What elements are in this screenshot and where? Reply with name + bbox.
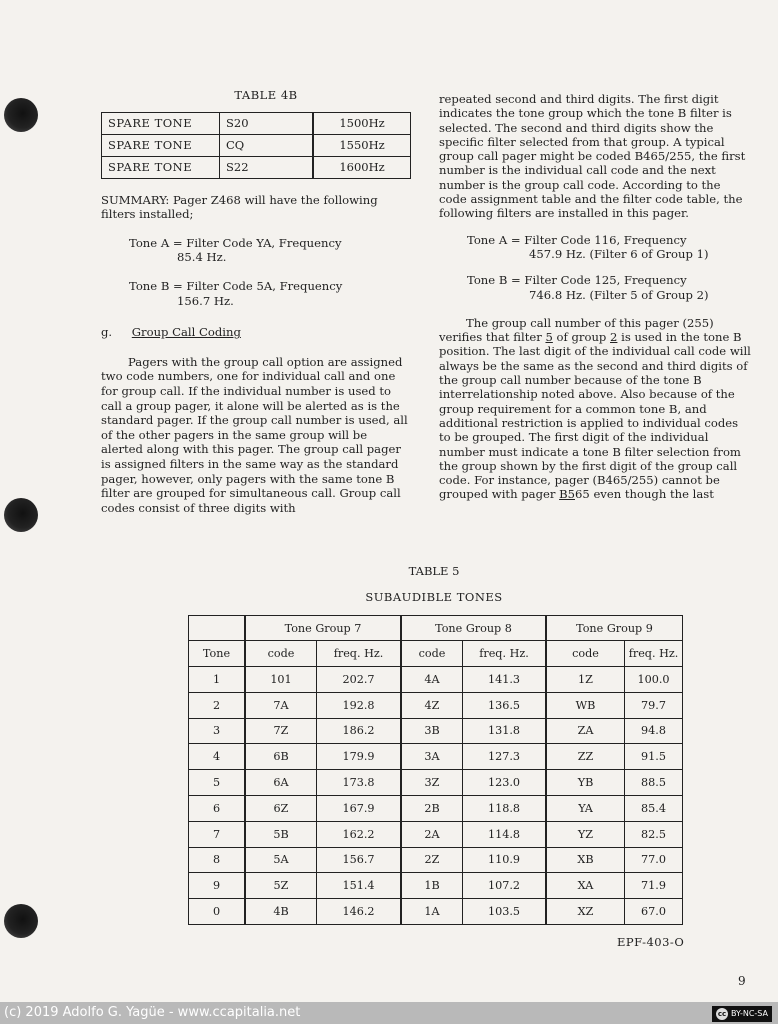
tone-cell: 1: [189, 667, 246, 693]
right-tone-a-line1: Tone A = Filter Code 116, Frequency: [467, 232, 687, 247]
g8-code-cell: 3Z: [401, 770, 463, 796]
g8-code-cell: 4Z: [401, 692, 463, 718]
tone-label-cell: SPARE TONE: [102, 134, 220, 156]
left-column: [101, 88, 411, 515]
left-tone-b: [129, 279, 411, 308]
g8-code-cell: 2B: [401, 795, 463, 821]
g8-code-cell: 1A: [401, 899, 463, 925]
g9-freq-cell: 82.5: [625, 821, 683, 847]
g8-freq-cell: 118.8: [463, 795, 547, 821]
g9-freq-cell: 88.5: [625, 770, 683, 796]
g9-code-cell: 1Z: [546, 667, 625, 693]
filter-code-cell: S22: [220, 156, 314, 178]
table-5-row: [189, 744, 683, 770]
g7-code-cell: 6A: [245, 770, 317, 796]
summary-text: SUMMARY: Pager Z468 will have the following filters installed;: [101, 192, 378, 222]
g7-freq-cell: 167.9: [317, 795, 402, 821]
right-tone-b-line2: 746.8 Hz. (Filter 5 of Group 2): [529, 287, 709, 302]
g9-freq-cell: 71.9: [625, 873, 683, 899]
right-tone-a: [467, 233, 751, 262]
g7-freq-cell: 151.4: [317, 873, 402, 899]
document-number: EPF-403-O: [617, 935, 685, 949]
right-tone-b: [467, 273, 751, 302]
g7-freq-cell: 202.7: [317, 667, 402, 693]
g9-code-header: code: [546, 641, 625, 667]
g8-code-cell: 2Z: [401, 847, 463, 873]
g9-code-cell: ZA: [546, 718, 625, 744]
tone-cell: 8: [189, 847, 246, 873]
g9-code-cell: ZZ: [546, 744, 625, 770]
table-4b-row: [102, 156, 411, 178]
g8-code-cell: 2A: [401, 821, 463, 847]
tone-cell: 0: [189, 899, 246, 925]
group-7-header: Tone Group 7: [245, 616, 401, 641]
frequency-cell: 1550Hz: [313, 134, 411, 156]
table-5-row: [189, 795, 683, 821]
left-tone-b-line2: 156.7 Hz.: [177, 293, 234, 308]
g7-code-cell: 6Z: [245, 795, 317, 821]
frequency-cell: 1500Hz: [313, 112, 411, 134]
g8-freq-cell: 141.3: [463, 667, 547, 693]
table-5: [188, 615, 683, 925]
table-5-subtitle: SUBAUDIBLE TONES: [365, 590, 503, 604]
g9-code-cell: YA: [546, 795, 625, 821]
section-title: Group Call Coding: [131, 325, 241, 340]
g9-code-cell: XZ: [546, 899, 625, 925]
right-tone-a-line2: 457.9 Hz. (Filter 6 of Group 1): [529, 246, 709, 261]
p2-text-c: is used in the tone B position. The last digit of the individual call code will always be the same as the second and third digits of the group call number because of the tone B interrelationship noted above. Also because of the group requirement for a common tone B, and additional restriction is applied to individual codes to be grouped. The first digit of the individual number must indicate a tone B filter selection from the group shown by the first digit of the group call code. For instance, pager (B465/255) cannot be grouped with pager: [439, 330, 751, 502]
g9-code-cell: XB: [546, 847, 625, 873]
g8-freq-cell: 110.9: [463, 847, 547, 873]
table-4b-title: TABLE 4B: [234, 88, 298, 102]
g8-code-header: code: [401, 641, 463, 667]
tone-cell: 3: [189, 718, 246, 744]
right-paragraph-1: repeated second and third digits. The first digit indicates the tone group which the tone B filter is selected. The second and third digits show the specific filter selected from that group. A typical group call pager might be coded B465/255, the first number is the individual call code and the next number is the group call code. According to the code assignment table and the filter code table, the following filters are installed in this pager.: [439, 92, 746, 221]
page-number: 9: [738, 974, 746, 988]
section-heading: [101, 325, 411, 340]
punch-hole-middle: [4, 498, 38, 532]
g7-code-cell: 5B: [245, 821, 317, 847]
p2-underlined-5: 5: [545, 330, 553, 345]
section-letter: g.: [101, 325, 113, 340]
g9-code-cell: XA: [546, 873, 625, 899]
p2-text-a: The group call number of this pager (255) verifies that filter: [439, 315, 714, 345]
left-tone-b-line1: Tone B = Filter Code 5A, Frequency: [129, 278, 343, 293]
tone-cell: 4: [189, 744, 246, 770]
g7-code-cell: 7Z: [245, 718, 317, 744]
g9-freq-cell: 100.0: [625, 667, 683, 693]
g7-freq-cell: 146.2: [317, 899, 402, 925]
left-tone-a-line2: 85.4 Hz.: [177, 250, 227, 265]
tone-header-blank: [189, 616, 246, 641]
right-tone-b-line1: Tone B = Filter Code 125, Frequency: [467, 273, 687, 288]
g9-freq-cell: 67.0: [625, 899, 683, 925]
g7-code-header: code: [245, 641, 317, 667]
g9-freq-header: freq. Hz.: [625, 641, 683, 667]
group-8-header: Tone Group 8: [401, 616, 546, 641]
cc-license-badge[interactable]: [712, 1006, 772, 1022]
g9-freq-cell: 79.7: [625, 692, 683, 718]
tone-label-cell: SPARE TONE: [102, 156, 220, 178]
table-4b-row: [102, 134, 411, 156]
p2-text-b: of group: [552, 330, 611, 345]
group-call-paragraph: Pagers with the group call option are assigned two code numbers, one for individual call and one for group call. If the individual number is used to call a group pager, it alone will be alerted as is the standard pager. If the group call number is used, all of the other pagers in the same group will be alerted along with this pager. The group call pager is assigned filters in the same way as the standard pager, however, only pagers with the same tone B filter are grouped for simultaneous call. Group call codes consist of three digits with: [101, 354, 408, 515]
filter-code-cell: CQ: [220, 134, 314, 156]
g7-code-cell: 6B: [245, 744, 317, 770]
g7-code-cell: 101: [245, 667, 317, 693]
table-5-row: [189, 667, 683, 693]
p2-text-d: 65 even though the last: [575, 487, 714, 502]
g9-code-cell: YZ: [546, 821, 625, 847]
g7-freq-cell: 186.2: [317, 718, 402, 744]
table-5-row: [189, 770, 683, 796]
table-5-column-header-row: [189, 641, 683, 667]
table-5-group-header-row: [189, 616, 683, 641]
g9-freq-cell: 77.0: [625, 847, 683, 873]
right-paragraph-2: [439, 316, 751, 502]
g7-code-cell: 4B: [245, 899, 317, 925]
punch-hole-bottom: [4, 904, 38, 938]
table-5-row: [189, 718, 683, 744]
table-5-row: [189, 821, 683, 847]
g7-freq-header: freq. Hz.: [317, 641, 402, 667]
group-9-header: Tone Group 9: [546, 616, 683, 641]
g8-code-cell: 3A: [401, 744, 463, 770]
g8-freq-cell: 131.8: [463, 718, 547, 744]
tone-cell: 2: [189, 692, 246, 718]
g8-freq-header: freq. Hz.: [463, 641, 547, 667]
g7-freq-cell: 162.2: [317, 821, 402, 847]
g8-freq-cell: 123.0: [463, 770, 547, 796]
cc-license-text: BY-NC-SA: [730, 1009, 768, 1018]
g8-code-cell: 4A: [401, 667, 463, 693]
tone-cell: 5: [189, 770, 246, 796]
right-column: [439, 92, 751, 502]
p2-underlined-b5: B5: [559, 487, 575, 502]
frequency-cell: 1600Hz: [313, 156, 411, 178]
left-tone-a-line1: Tone A = Filter Code YA, Frequency: [129, 235, 342, 250]
table-5-row: [189, 873, 683, 899]
p2-underlined-2: 2: [610, 330, 618, 345]
g7-code-cell: 5Z: [245, 873, 317, 899]
g7-freq-cell: 173.8: [317, 770, 402, 796]
g8-code-cell: 1B: [401, 873, 463, 899]
g7-code-cell: 5A: [245, 847, 317, 873]
punch-hole-top: [4, 98, 38, 132]
g8-freq-cell: 127.3: [463, 744, 547, 770]
table-5-row: [189, 847, 683, 873]
g9-freq-cell: 85.4: [625, 795, 683, 821]
footer-bar: [0, 1002, 778, 1024]
g7-code-cell: 7A: [245, 692, 317, 718]
tone-cell: 7: [189, 821, 246, 847]
table-5-row: [189, 899, 683, 925]
g9-freq-cell: 94.8: [625, 718, 683, 744]
g7-freq-cell: 179.9: [317, 744, 402, 770]
g9-code-cell: WB: [546, 692, 625, 718]
tone-header: Tone: [189, 641, 246, 667]
g8-freq-cell: 107.2: [463, 873, 547, 899]
g9-code-cell: YB: [546, 770, 625, 796]
table-4b: [101, 112, 411, 179]
g8-freq-cell: 103.5: [463, 899, 547, 925]
footer-copyright: (c) 2019 Adolfo G. Yagüe - www.ccapitalia.net: [4, 1005, 301, 1020]
filter-code-cell: S20: [220, 112, 314, 134]
g7-freq-cell: 192.8: [317, 692, 402, 718]
g8-freq-cell: 136.5: [463, 692, 547, 718]
tone-cell: 6: [189, 795, 246, 821]
tone-cell: 9: [189, 873, 246, 899]
table-5-row: [189, 692, 683, 718]
table-4b-row: [102, 112, 411, 134]
table-5-title: TABLE 5: [408, 564, 460, 578]
cc-icon: cc: [717, 1010, 727, 1018]
g9-freq-cell: 91.5: [625, 744, 683, 770]
g8-freq-cell: 114.8: [463, 821, 547, 847]
left-tone-a: [129, 236, 411, 265]
g7-freq-cell: 156.7: [317, 847, 402, 873]
g8-code-cell: 3B: [401, 718, 463, 744]
tone-label-cell: SPARE TONE: [102, 112, 220, 134]
